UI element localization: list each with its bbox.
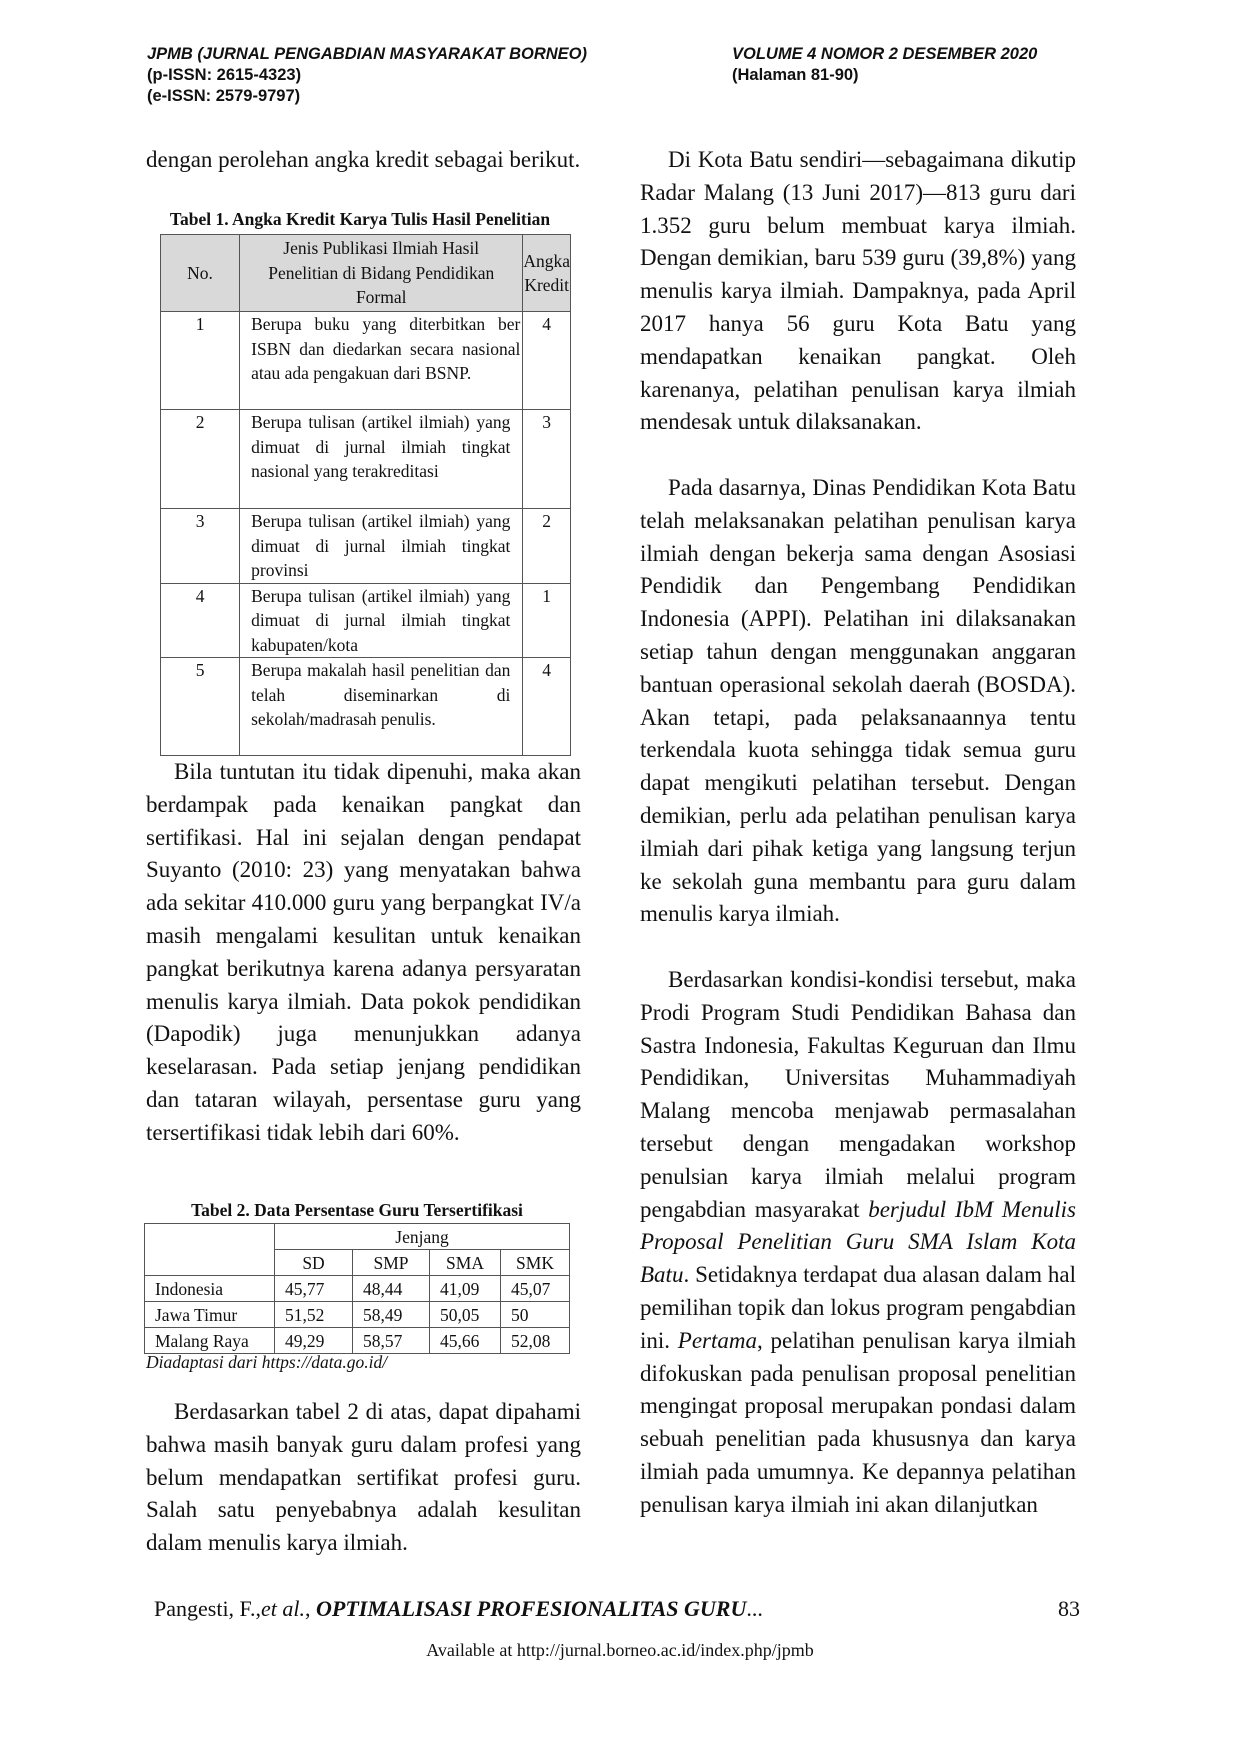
table1-caption: Tabel 1. Angka Kredit Karya Tulis Hasil Penelitian xyxy=(169,209,551,229)
row-desc: Berupa tulisan (artikel ilmiah) yang dimuat di jurnal ilmiah tingkat provinsi xyxy=(240,509,523,584)
body-paragraph xyxy=(640,964,1076,1522)
body-paragraph: Di Kota Batu sendiri—sebagaimana dikutip Radar Malang (13 Juni 2017)—813 guru dari 1.352 guru belum membuat karya ilmiah. Dengan demikian, baru 539 guru (39,8%) yang menulis karya ilmiah. Dampaknya, pada April 2017 hanya 56 guru Kota Batu yang mendapatkan kenaikan pangkat. Oleh karenanya, pelatihan penulisan karya ilmiah mendesak untuk dilaksanakan. xyxy=(640,147,1076,435)
table-row xyxy=(161,312,571,410)
column-header: SMK xyxy=(501,1250,570,1276)
cell: 45,77 xyxy=(275,1276,353,1302)
volume-info: VOLUME 4 NOMOR 2 DESEMBER 2020 xyxy=(732,45,1038,63)
cell: 41,09 xyxy=(430,1276,501,1302)
footer-etal: et al. xyxy=(261,1596,306,1621)
table-row xyxy=(161,410,571,509)
table1-header-credit: Angka Kredit xyxy=(523,235,571,312)
row-label: Jawa Timur xyxy=(145,1302,275,1328)
cell: 48,44 xyxy=(353,1276,430,1302)
cell: 50 xyxy=(501,1302,570,1328)
row-no: 2 xyxy=(161,410,240,509)
footer-title: OPTIMALISASI PROFESIONALITAS GURU xyxy=(316,1596,747,1621)
row-credit: 2 xyxy=(523,509,571,584)
cell: 58,57 xyxy=(353,1328,430,1354)
cell: 50,05 xyxy=(430,1302,501,1328)
table2 xyxy=(144,1223,570,1354)
body-paragraph: Bila tuntutan itu tidak dipenuhi, maka akan berdampak pada kenaikan pangkat dan sertifikasi. Hal ini sejalan dengan pendapat Suyanto (2010: 23) yang menyatakan bahwa ada sekitar 410.000 guru yang berpangkat IV/a masih mengalami kesulitan untuk kenaikan pangkat berikutnya karena adanya persyaratan menulis karya ilmiah. Data pokok pendidikan (Dapodik) juga menunjukkan adanya keselarasan. Pada setiap jenjang pendidikan dan tataran wilayah, persentase guru yang tersertifikasi tidak lebih dari 60%. xyxy=(146,759,581,1145)
table-row xyxy=(145,1302,570,1328)
table2-corner xyxy=(145,1224,275,1276)
cell: 51,52 xyxy=(275,1302,353,1328)
intro-paragraph: dengan perolehan angka kredit sebagai berikut. xyxy=(146,147,581,172)
body-paragraph: Berdasarkan tabel 2 di atas, dapat dipahami bahwa masih banyak guru dalam profesi yang belum mendapatkan sertifikat profesi guru. Salah satu penyebabnya adalah kesulitan dalam menulis karya ilmiah. xyxy=(146,1399,581,1556)
footer-citation xyxy=(154,1596,763,1622)
journal-name: JPMB (JURNAL PENGABDIAN MASYARAKAT BORNEO) xyxy=(147,45,588,63)
footer-sep: , xyxy=(305,1596,317,1621)
text-span: . Setidaknya terdapat dua alasan dalam hal pemilihan topik dan lokus program pengabdian ini. xyxy=(640,1262,1076,1353)
text-span: Berdasarkan kondisi-kondisi tersebut, maka Prodi Program Studi Pendidikan Bahasa dan Sastra Indonesia, Fakultas Keguruan dan Ilmu Pendidikan, Universitas Muhammadiyah Malang mencoba menjawab permasalahan tersebut dengan mengadakan workshop penulsian karya ilmiah melalui program pengabdian masyarakat xyxy=(640,967,1076,1222)
cell: 45,66 xyxy=(430,1328,501,1354)
table1 xyxy=(160,234,571,756)
cell: 52,08 xyxy=(501,1328,570,1354)
footer-authors: Pangesti, F., xyxy=(154,1596,262,1621)
journal-header-right xyxy=(732,44,1037,86)
row-credit: 3 xyxy=(523,410,571,509)
cell: 49,29 xyxy=(275,1328,353,1354)
row-credit: 4 xyxy=(523,658,571,756)
column-header: SD xyxy=(275,1250,353,1276)
row-no: 3 xyxy=(161,509,240,584)
italic-title: berjudul IbM Menulis Proposal Penelitian Guru SMA Islam Kota Batu xyxy=(640,1196,1076,1288)
row-no: 5 xyxy=(161,658,240,756)
e-issn: (e-ISSN: 2579-9797) xyxy=(147,87,301,105)
row-desc: Berupa buku yang diterbitkan ber ISBN dan diedarkan secara nasional atau ada pengakuan dari BSNP. xyxy=(240,312,523,410)
table2-source: Diadaptasi dari https://data.go.id/ xyxy=(146,1352,388,1372)
row-label: Malang Raya xyxy=(145,1328,275,1354)
table-row xyxy=(161,509,571,584)
row-desc: Berupa tulisan (artikel ilmiah) yang dimuat di jurnal ilmiah tingkat nasional yang terakreditasi xyxy=(240,410,523,509)
table-row xyxy=(145,1328,570,1354)
row-desc: Berupa tulisan (artikel ilmiah) yang dimuat di jurnal ilmiah tingkat kabupaten/kota xyxy=(240,583,523,658)
italic-word: Pertama xyxy=(677,1327,757,1353)
table2-group-header: Jenjang xyxy=(275,1224,570,1250)
table-row xyxy=(161,658,571,756)
p-issn: (p-ISSN: 2615-4323) xyxy=(147,66,302,84)
column-header: SMP xyxy=(353,1250,430,1276)
cell: 58,49 xyxy=(353,1302,430,1328)
column-header: SMA xyxy=(430,1250,501,1276)
table-row xyxy=(145,1276,570,1302)
row-no: 4 xyxy=(161,583,240,658)
journal-header-left xyxy=(147,44,587,107)
row-no: 1 xyxy=(161,312,240,410)
table2-group-row xyxy=(145,1224,570,1250)
page-number: 83 xyxy=(1058,1596,1080,1621)
row-credit: 1 xyxy=(523,583,571,658)
table-row xyxy=(161,583,571,658)
body-paragraph: Pada dasarnya, Dinas Pendidikan Kota Batu telah melaksanakan pelatihan penulisan karya ilmiah dengan bekerja sama dengan Asosiasi Pendidik dan Pengembang Pendidikan Indonesia (APPI). Pelatihan ini dilaksanakan setiap tahun dengan menggunakan anggaran bantuan operasional sekolah daerah (BOSDA). Akan tetapi, pada pelaksanaannya tentu terkendala kuota sehingga tidak semua guru dapat mengikuti pelatihan tersebut. Dengan demikian, perlu ada pelatihan penulisan karya ilmiah dari pihak ketiga yang langsung terjun ke sekolah guna membantu para guru dalam menulis karya ilmiah. xyxy=(640,475,1076,927)
page-range: (Halaman 81-90) xyxy=(732,66,859,84)
table1-header-row xyxy=(161,235,571,312)
text-span: , pelatihan penulisan karya ilmiah difokuskan pada penulisan proposal penelitian mengingat proposal merupakan pondasi dalam sebuah penelitian pada khususnya dan karya ilmiah pada umumnya. Ke depannya pelatihan penulisan karya ilmiah ini akan dilanjutkan xyxy=(640,1327,1077,1517)
row-credit: 4 xyxy=(523,312,571,410)
footer-availability: Available at http://jurnal.borneo.ac.id/index.php/jpmb xyxy=(426,1640,814,1660)
table1-header-type: Jenis Publikasi Ilmiah Hasil Penelitian di Bidang Pendidikan Formal xyxy=(240,235,523,312)
row-desc: Berupa makalah hasil penelitian dan telah diseminarkan di sekolah/madrasah penulis. xyxy=(240,658,523,756)
footer-ellipsis: ... xyxy=(746,1596,763,1621)
row-label: Indonesia xyxy=(145,1276,275,1302)
cell: 45,07 xyxy=(501,1276,570,1302)
table2-caption: Tabel 2. Data Persentase Guru Tersertifikasi xyxy=(191,1200,523,1220)
table1-header-no: No. xyxy=(161,235,240,312)
